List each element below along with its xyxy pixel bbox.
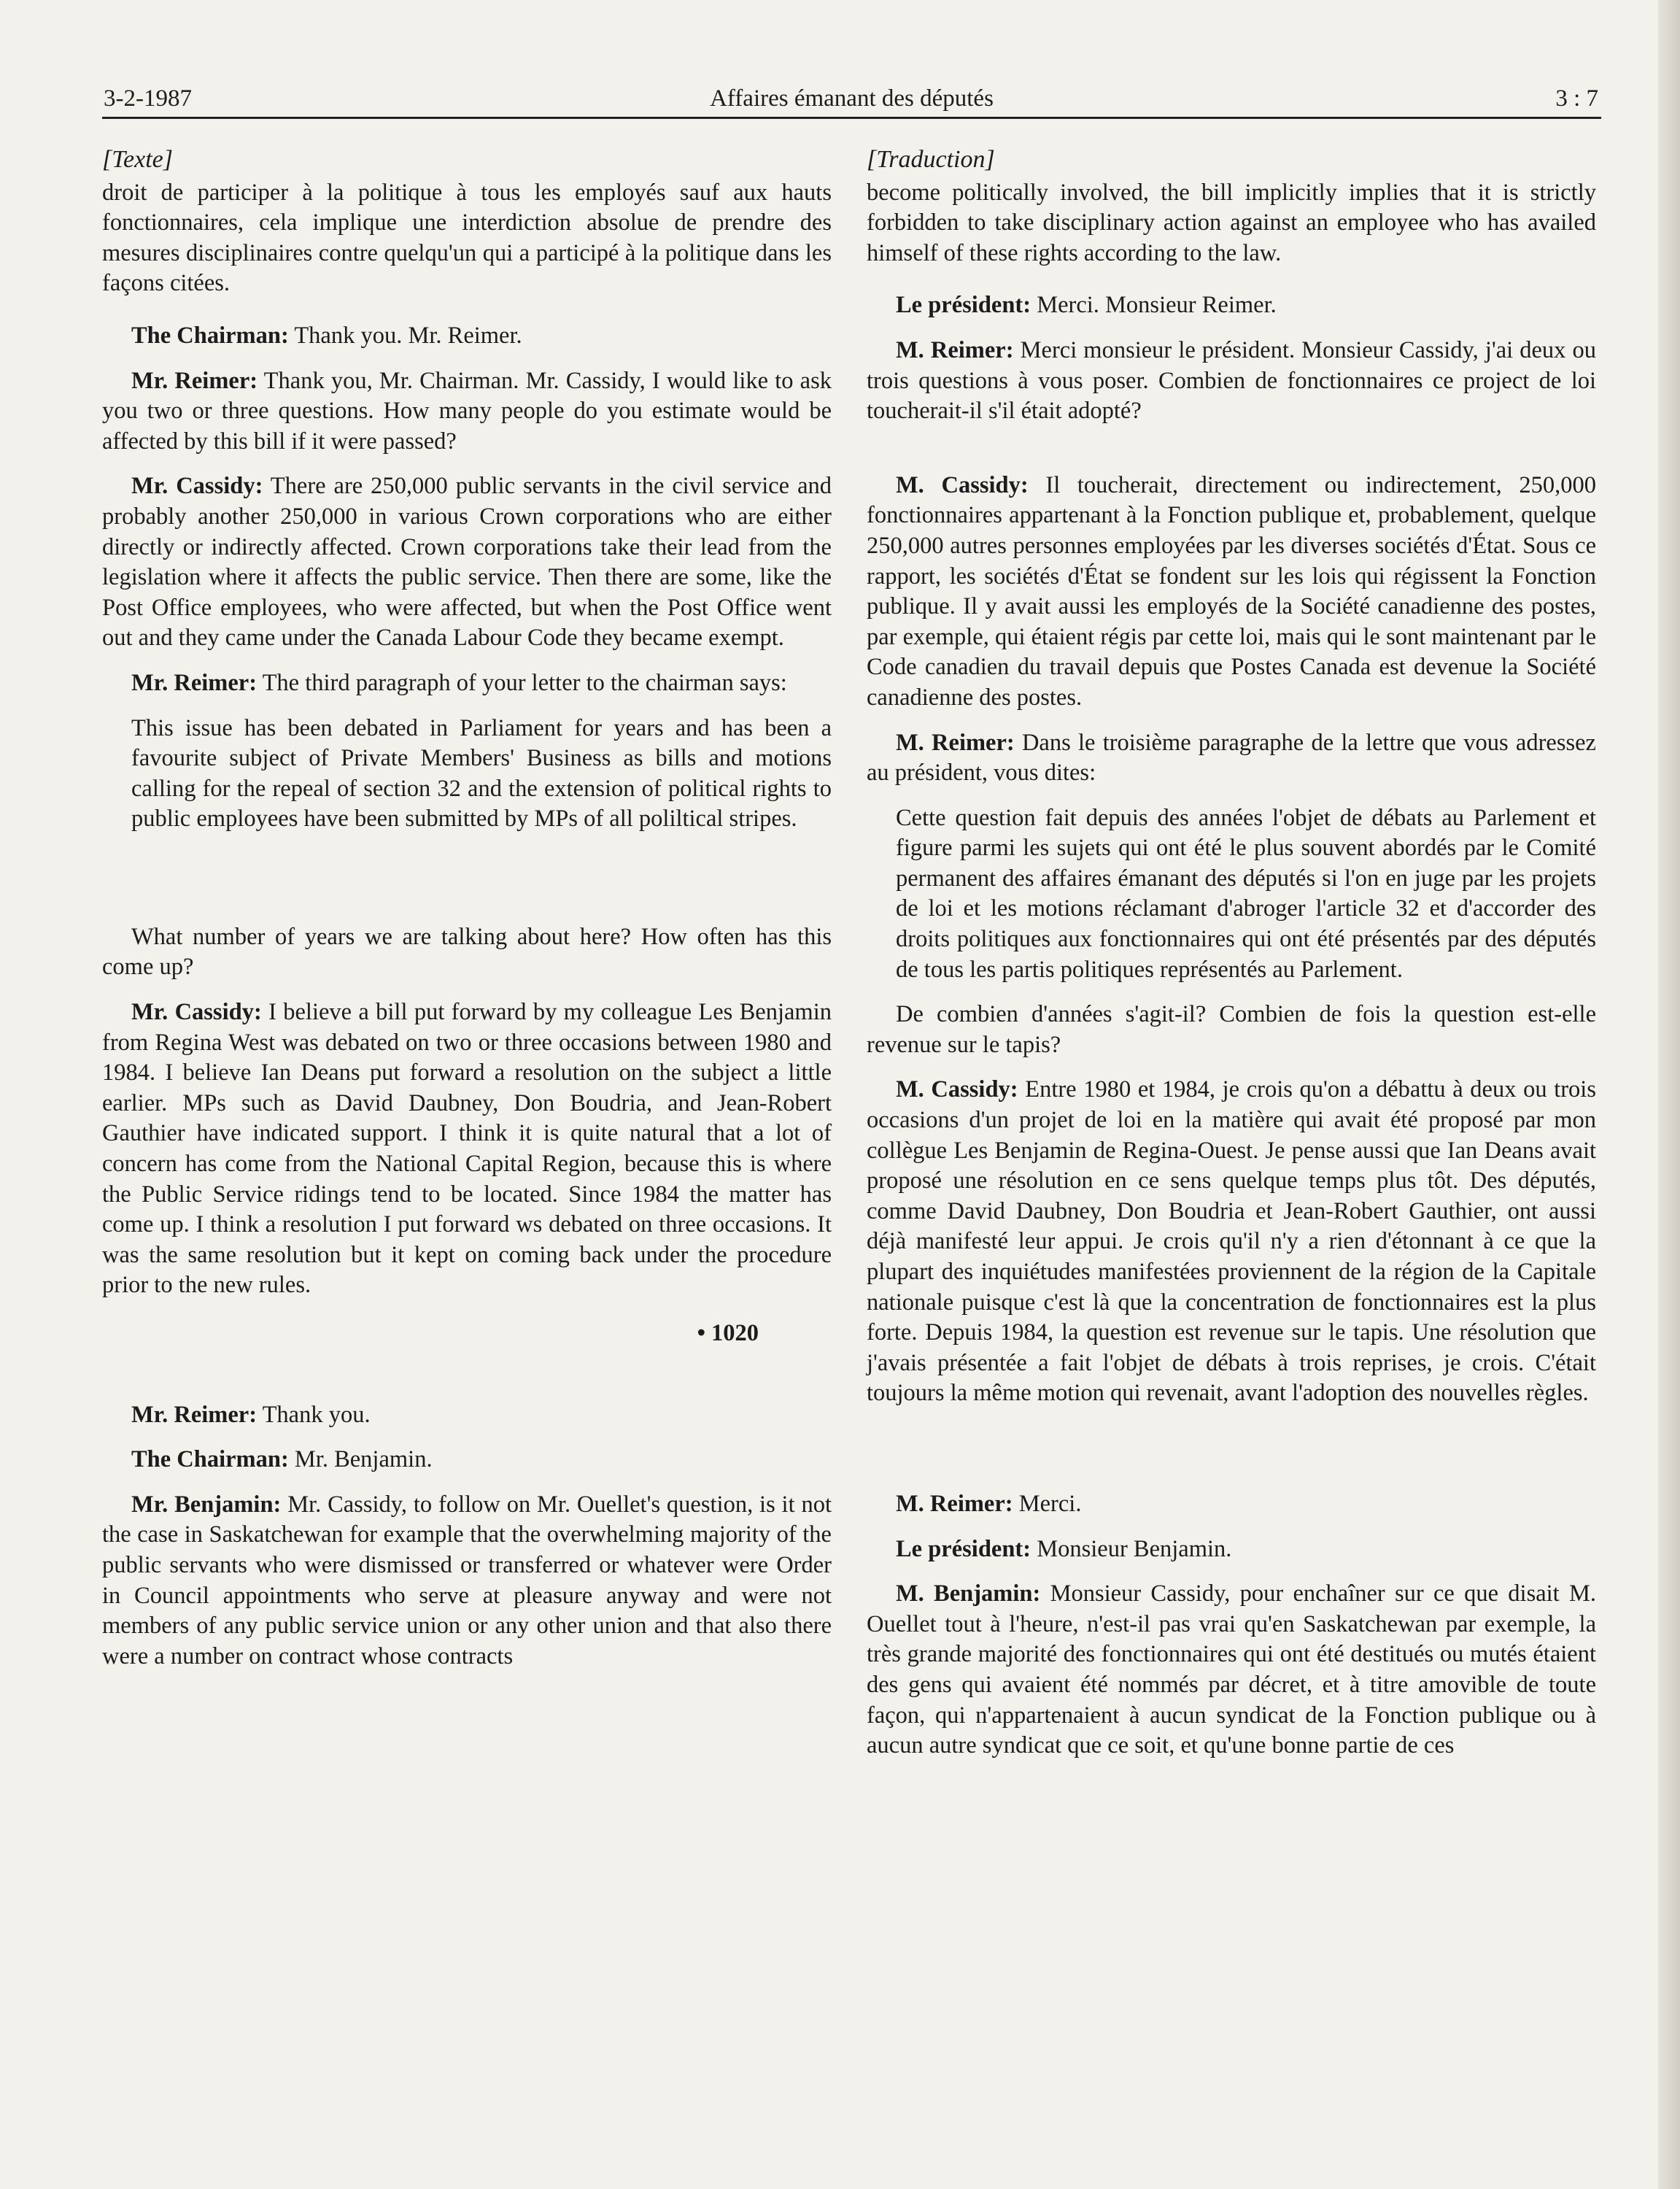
language-tag: [Texte]: [102, 146, 173, 173]
speech-text: Il toucherait, directement ou indirectement, 250,000 fonctionnaires appartenant à la Fonction publique et, probablement, quelque 250,000 autres personnes employées par les diverses sociétés d'État. Sous ce rapport, les sociétés d'État se fondent sur les lois qui régissent la Fonction publique. Il y avait aussi les employés de la Société canadienne des postes, par exemple, qui étaient régis par cette loi, mais qui le sont maintenant par le Code canadien du travail depuis que Postes Canada est devenue la Société canadienne des postes.: [867, 471, 1596, 711]
speaker: Mr. Benjamin:: [131, 1491, 282, 1518]
speech-text: Thank you, Mr. Chairman. Mr. Cassidy, I would like to ask you two or three questions. How many people do you estimate would be affected by this bill if it were passed?: [102, 367, 832, 455]
speech-text: Merci monsieur le président. Monsieur Cassidy, j'ai deux ou trois questions à vous poser. Combien de fonctionnaires ce project de loi toucherait-il s'il était adopté?: [867, 336, 1596, 425]
speech: [102, 668, 832, 699]
speaker: Mr. Reimer:: [131, 367, 258, 394]
speech: [867, 1534, 1596, 1565]
speech: [102, 997, 832, 1301]
speech-text: Mr. Benjamin.: [288, 1446, 433, 1473]
speech-text: Merci. Monsieur Reimer.: [1031, 292, 1277, 319]
speaker: Le président:: [896, 292, 1031, 319]
speaker: M. Benjamin:: [896, 1580, 1041, 1607]
speaker: Mr. Reimer:: [131, 669, 258, 696]
speech-text: The third paragraph of your letter to the chairman says:: [257, 669, 787, 696]
speech-text: Thank you. Mr. Reimer.: [288, 322, 522, 349]
speech: [102, 1490, 832, 1672]
speaker: M. Cassidy:: [896, 1076, 1018, 1103]
speech: [102, 321, 832, 352]
speaker: M. Cassidy:: [896, 471, 1029, 498]
block-quote: This issue has been debated in Parliament for years and has been a favourite subject of Private Members' Business as bills and motions calling for the repeal of section 32 and the extension of political rights to public employees have been submitted by MPs of all poliltical stripes.: [131, 714, 832, 833]
paragraph: De combien d'années s'agit-il? Combien de fois la question est-elle revenue sur le tapis?: [867, 1001, 1596, 1058]
speech: [867, 471, 1596, 714]
language-tag: [Traduction]: [867, 146, 995, 173]
speaker: M. Reimer:: [896, 336, 1014, 363]
speech: [867, 336, 1596, 427]
speaker: The Chairman:: [131, 322, 289, 349]
page-edge: [1658, 0, 1680, 2189]
speech: [102, 366, 832, 458]
header-page-number: 3 : 7: [1555, 85, 1598, 112]
speech: [102, 1400, 832, 1431]
speech: [867, 1489, 1596, 1520]
speaker: The Chairman:: [131, 1446, 289, 1473]
speech-text: Monsieur Cassidy, pour enchaîner sur ce que disait M. Ouellet tout à l'heure, n'est-il pas vrai qu'en Saskatchewan par exemple, la très grande majorité des fonctionnaires qui ont été destitués ou mutés étaient des gens qui avaient été nommés par décret, et à titre amovible de toute façon, qui n'appartenaient à aucun syndicat de la Fonction publique ou à aucun autre syndicat que ce soit, et qu'une bonne partie de ces: [867, 1580, 1596, 1759]
speech: [867, 1579, 1596, 1761]
bullet-icon: •: [697, 1320, 705, 1346]
speech: [867, 728, 1596, 789]
header-date: 3-2-1987: [104, 85, 192, 112]
paragraph: What number of years we are talking about here? How often has this come up?: [102, 923, 832, 981]
timecode: [102, 1319, 832, 1349]
header-title: Affaires émanant des députés: [710, 85, 994, 112]
speech-text: Merci.: [1013, 1490, 1082, 1517]
speaker: Mr. Reimer:: [131, 1401, 258, 1428]
speech-text: Monsieur Benjamin.: [1031, 1535, 1232, 1562]
speech: [867, 1075, 1596, 1409]
paragraph: become politically involved, the bill implicitly implies that it is strictly forbidden to take disciplinary action against an employee who has availed himself of these rights according to the law.: [867, 179, 1596, 266]
speaker: Le président:: [896, 1535, 1031, 1562]
block-quote: Cette question fait depuis des années l'objet de débats au Parlement et figure parmi les sujets qui ont été le plus souvent abordés par le Comité permanent des affaires émanant des députés si l'on en juge par les projets de loi et les motions réclamant d'abroger l'article 32 et d'accorder des droits politiques aux fonctionnaires qui ont été présentés par des députés de tous les partis politiques représentés au Parlement.: [896, 804, 1596, 983]
speech: [102, 471, 832, 654]
english-column: [102, 144, 832, 1686]
speech-text: Thank you.: [257, 1401, 371, 1428]
speaker: M. Reimer:: [896, 1490, 1013, 1517]
speaker: Mr. Cassidy:: [131, 473, 263, 500]
timecode-value: 1020: [711, 1320, 759, 1346]
speech-text: Mr. Cassidy, to follow on Mr. Ouellet's question, is it not the case in Saskatchewan for example that the overwhelming majority of the public servants who were dismissed or transferred or whatever were Order in Council appointments who serve at pleasure anyway and were not members of any public service union or any other union and that also there were a number on contract whose contracts: [102, 1491, 832, 1669]
speaker: M. Reimer:: [896, 729, 1015, 756]
speech-text: There are 250,000 public servants in the civil service and probably another 250,000 in various Crown corporations who are either directly or indirectly affected. Crown corporations take their lead from the legislation where it affects the public service. Then there are some, like the Post Office employees, who were affected, but when the Post Office went out and they came under the Canada Labour Code they became exempt.: [102, 473, 832, 652]
paragraph: droit de participer à la politique à tous les employés sauf aux hauts fonctionnaires, cela implique une interdiction absolue de prendre des mesures disciplinaires contre quelqu'un qui a participé à la politique dans les façons citées.: [102, 179, 832, 297]
french-column: [867, 144, 1596, 1776]
speech: [102, 1445, 832, 1475]
speech-text: Entre 1980 et 1984, je crois qu'on a débattu à deux ou trois occasions d'un projet de loi en la matière qui avait été proposé par mon collègue Les Benjamin de Regina-Ouest. Je pense aussi que Ian Deans avait proposé une résolution en ce sens quelque temps plus tôt. Des députés, comme David Daubney, Don Boudria et Jean-Robert Gauthier, ont aussi déjà manifesté leur appui. Je crois qu'il n'y a rien d'étonnant à ce que la plupart des inquiétudes manifestées proviennent de la région de la Capitale nationale puisque c'est là que la concentration de fonctionnaires est la plus forte. Depuis 1984, la question est revenue sur le tapis. Une résolution que j'avais présentée a fait l'objet de débats à trois reprises, je crois. C'était toujours la même motion qui revenait, avant l'adoption des nouvelles règles.: [867, 1076, 1596, 1407]
speech-text: I believe a bill put forward by my colleague Les Benjamin from Regina West was debated on two or three occasions between 1980 and 1984. I believe Ian Deans put forward a resolution on the subject a little earlier. MPs such as David Daubney, Don Boudria, and Jean-Robert Gauthier have indicated support. I think it is quite natural that a lot of concern has come from the National Capital Region, because this is where the Public Service ridings tend to be located. Since 1984 the matter has come up. I think a resolution I put forward ws debated on three occasions. It was the same resolution but it kept on coming back under the procedure prior to the new rules.: [102, 999, 832, 1299]
speech: [867, 290, 1596, 321]
speech-text: Dans le troisième paragraphe de la lettre que vous adressez au président, vous dites:: [867, 729, 1596, 787]
speaker: Mr. Cassidy:: [131, 999, 262, 1026]
running-header: [102, 73, 1601, 119]
